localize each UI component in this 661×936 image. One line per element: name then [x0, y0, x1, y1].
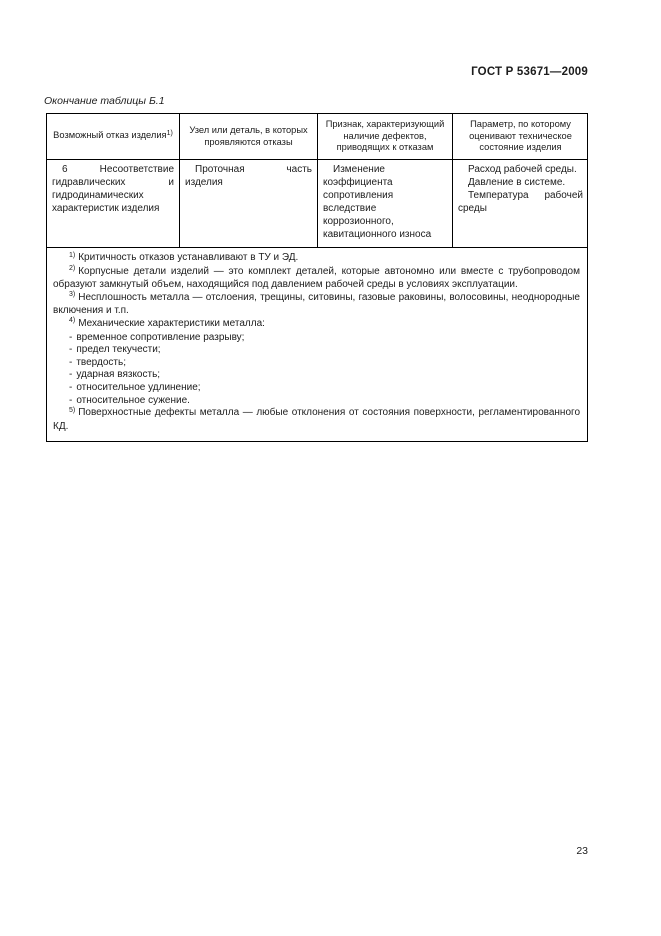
footnote-2: $^{2)}$ Корпусные детали изделий — это комплект деталей, которые автономно или вместе с трубопроводом образуют замкнутый объем, находящийся под давлением рабочей среды в условиях эксплуатации. — [53, 265, 580, 291]
footnote-marker: 2) — [69, 265, 76, 273]
dash-bullet: - — [69, 356, 73, 368]
column-header-parameter — [453, 114, 588, 159]
footnote-marker: 3) — [69, 291, 76, 299]
parameter-line: Расход рабочей среды. — [468, 164, 577, 175]
parameter-line: Давление в системе. — [468, 177, 566, 188]
cell-parameter — [453, 160, 588, 247]
parameter-line: Температура рабочей среды — [458, 190, 583, 214]
column-header-label: Узел или деталь, в которых проявляются отказы — [189, 124, 308, 147]
column-header-label: Параметр, по которому оценивают техническое состояние изделия — [469, 119, 572, 153]
failure-modes-table — [46, 113, 588, 442]
column-header-possible-failure — [47, 114, 180, 159]
footnote-ref-1: 1) — [166, 129, 173, 137]
cell-possible-failure: 6 Несоответствие гидравлических и гидродинамических характеристик изделия — [47, 160, 180, 247]
table-footnotes — [47, 248, 587, 441]
footnote-marker: 4) — [69, 317, 76, 325]
column-header-label: Признак, характеризующий наличие дефектов, приводящих к отказам — [325, 119, 445, 153]
table-header-row — [47, 114, 587, 160]
cell-unit-or-part: Проточная часть изделия — [180, 160, 318, 247]
dash-bullet: - — [69, 369, 73, 381]
footnote-4-list-item: - предел текучести; — [69, 344, 161, 356]
page-number: 23 — [576, 845, 588, 857]
footnote-3: $^{3)}$ Несплошность металла — отслоения, трещины, ситовины, газовые раковины, волосовины, неоднородные включения и т.п. — [53, 291, 580, 317]
dash-bullet: - — [69, 344, 73, 356]
footnote-4-list-item: - относительное удлинение; — [69, 381, 201, 393]
column-header-label: Возможный отказ изделия$^{1)}$ — [53, 129, 173, 141]
footnote-marker: 5) — [69, 406, 76, 414]
footnote-4-list-item: - твердость; — [69, 356, 126, 368]
footnote-4-list-item: - относительное сужение. — [69, 394, 190, 406]
document-number: ГОСТ Р 53671—2009 — [471, 66, 588, 78]
footnote-4-list-item: - временное сопротивление разрыву; — [69, 331, 245, 343]
column-header-defect-sign — [318, 114, 453, 159]
dash-bullet: - — [69, 381, 73, 393]
footnote-4: $^{4)}$ Механические характеристики металла: — [69, 317, 265, 329]
footnote-5: $^{5)}$ Поверхностные дефекты металла — любые отклонения от состояния поверхности, регламентированного КД. — [53, 406, 580, 432]
table-caption: Окончание таблицы Б.1 — [44, 95, 165, 107]
dash-bullet: - — [69, 394, 73, 406]
cell-defect-sign: Изменение коэффициента сопротивления вследствие коррозионного, кавитационного износа — [318, 160, 453, 247]
table-row — [47, 160, 587, 248]
column-header-unit-or-part — [180, 114, 318, 159]
dash-bullet: - — [69, 331, 73, 343]
footnote-marker: 1) — [69, 251, 76, 259]
footnote-4-list-item: - ударная вязкость; — [69, 369, 161, 381]
footnote-1: $^{1)}$ Критичность отказов устанавливают в ТУ и ЭД. — [69, 251, 299, 263]
